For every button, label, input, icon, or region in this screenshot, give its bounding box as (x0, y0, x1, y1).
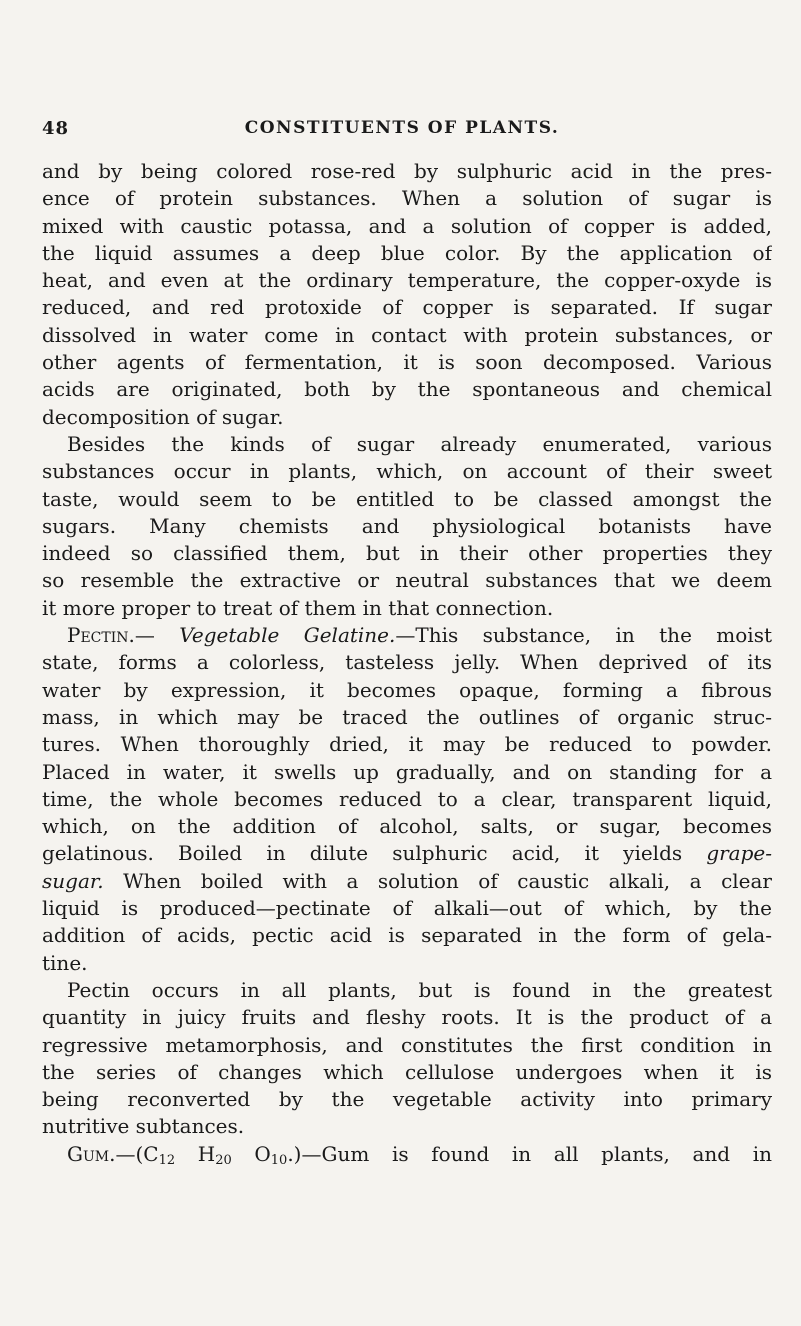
text-line: ence of protein substances. When a solution of sugar is (42, 186, 772, 211)
text-line: mixed with caustic potassa, and a solution of copper is added, (42, 213, 772, 238)
text-line: state, forms a colorless, tasteless jelly. When deprived of its (42, 650, 772, 675)
text-line: time, the whole becomes reduced to a clear, transparent liquid, (42, 786, 772, 811)
text-span: When boiled with a solution of caustic alkali, a clear (103, 868, 772, 893)
formula-subscript: 10 (270, 1152, 288, 1168)
text-line: and by being colored rose-red by sulphuric acid in the pres- (42, 159, 772, 183)
pectin-subtitle: Vegetable Gelatine. (179, 623, 396, 648)
text-line: tures. When thoroughly dried, it may be reduced to powder. (42, 732, 772, 757)
text-line: reduced, and red protoxide of copper is separated. If sugar (42, 295, 772, 320)
text-line: dissolved in water come in contact with protein substances, or (42, 322, 772, 347)
pectin-first-line-rest: —This substance, in the moist (395, 623, 772, 648)
text-line: Besides the kinds of sugar already enumerated, various (67, 431, 772, 456)
text-line: water by expression, it becomes opaque, forming a fibrous (42, 677, 772, 702)
formula-part: .) (287, 1141, 302, 1166)
page-header (42, 118, 772, 142)
text-line: liquid is produced—pectinate of alkali—out of which, by the (42, 896, 772, 921)
text-line: nutritive subtances. (42, 1114, 245, 1139)
formula-part: —(C (115, 1141, 159, 1166)
formula-subscript: 12 (158, 1152, 176, 1168)
text-line: other agents of fermentation, it is soon decomposed. Various (42, 350, 772, 375)
text-line: mass, in which may be traced the outlines of organic struc- (42, 704, 772, 729)
text-line: indeed so classified them, but in their other properties they (42, 541, 772, 566)
pectin-dash: — (134, 623, 180, 648)
page-number: 48 (42, 118, 70, 139)
text-line: tine. (42, 950, 88, 975)
text-line: quantity in juicy fruits and fleshy roots. It is the product of a (42, 1005, 772, 1030)
text-line: it more proper to treat of them in that connection. (42, 595, 554, 620)
text-line: substances occur in plants, which, on account of their sweet (42, 459, 772, 484)
text-line: heat, and even at the ordinary temperature, the copper-oxyde is (42, 268, 772, 293)
text-line: taste, would seem to be entitled to be classed amongst the (42, 486, 772, 511)
gum-heading: Gum. (67, 1141, 116, 1166)
text-line: acids are originated, both by the spontaneous and chemical (42, 377, 772, 402)
text-line: Pectin occurs in all plants, but is found in the greatest (67, 977, 772, 1002)
text-line: sugars. Many chemists and physiological botanists have (42, 513, 772, 538)
text-line: the series of changes which cellulose undergoes when it is (42, 1059, 772, 1084)
text-line: addition of acids, pectic acid is separated in the form of gela- (42, 923, 772, 948)
text-span: gelatinous. Boiled in dilute sulphuric acid, it yields (42, 841, 707, 866)
body-text (42, 158, 772, 1168)
text-line: Placed in water, it swells up gradually, and on standing for a (42, 759, 772, 784)
gum-first-line-rest: —Gum is found in all plants, and in (301, 1141, 772, 1166)
gum-heading-line (42, 1141, 772, 1168)
grape-sugar-term-end: sugar. (42, 868, 104, 893)
text-line: being reconverted by the vegetable activity into primary (42, 1087, 772, 1112)
text-line: so resemble the extractive or neutral substances that we deem (42, 568, 772, 593)
grape-sugar-line (42, 840, 772, 867)
pectin-heading: Pectin. (67, 623, 135, 648)
text-line: which, on the addition of alcohol, salts, or sugar, becomes (42, 814, 772, 839)
formula-part: H (175, 1141, 216, 1166)
grape-sugar-term: grape- (706, 841, 772, 866)
text-line: regressive metamorphosis, and constitutes the first condition in (42, 1032, 772, 1057)
text-line: the liquid assumes a deep blue color. By the application of (42, 240, 772, 265)
pectin-heading-line (42, 622, 772, 649)
running-title: CONSTITUENTS OF PLANTS. (244, 118, 560, 138)
formula-part: O (231, 1141, 271, 1166)
formula-subscript: 20 (215, 1152, 232, 1168)
text-line: decomposition of sugar. (42, 404, 284, 429)
grape-sugar-line-2 (42, 868, 772, 895)
